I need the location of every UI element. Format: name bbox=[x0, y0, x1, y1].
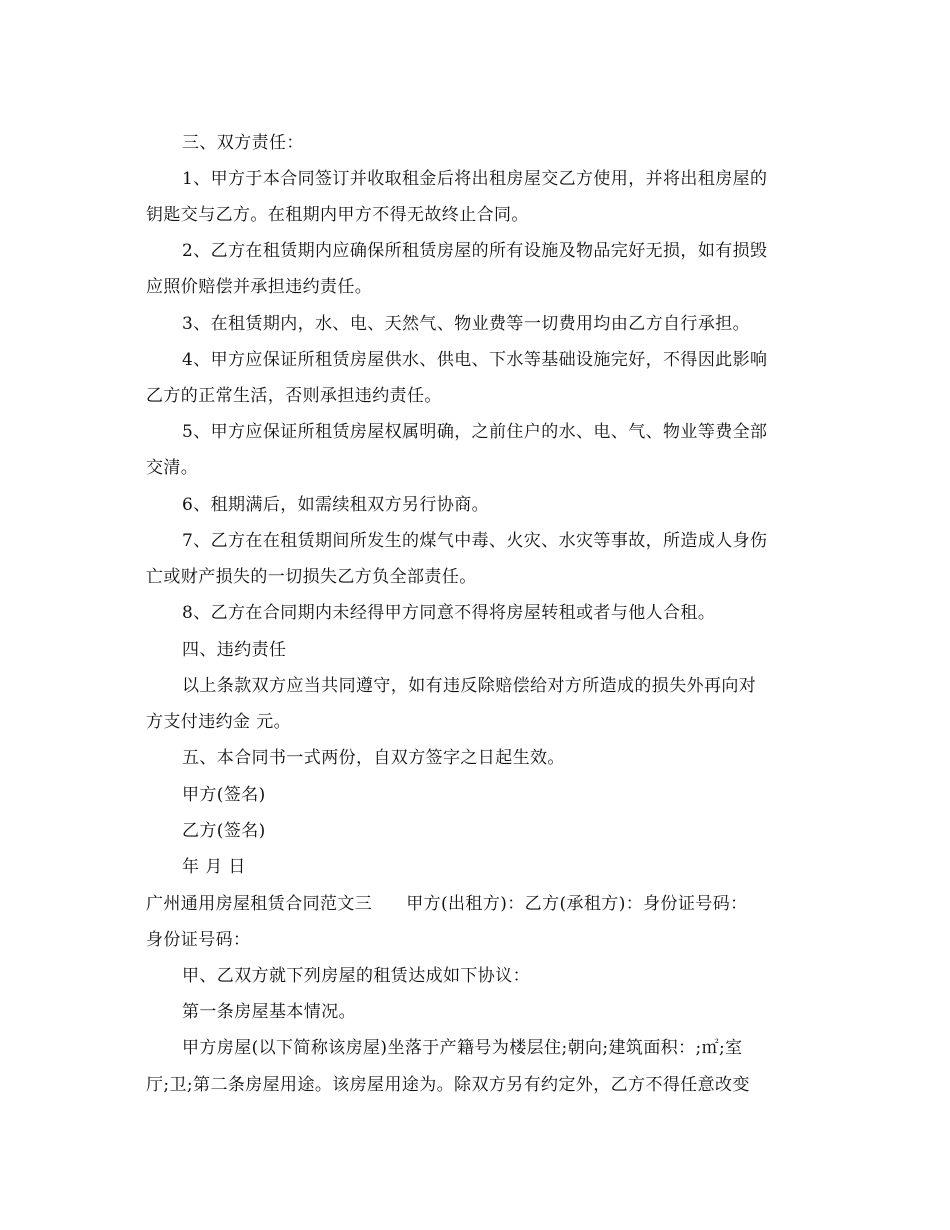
section-heading-effect: 五、本合同书一式两份，自双方签字之日起生效。 bbox=[182, 748, 565, 768]
section-heading-breach: 四、违约责任 bbox=[182, 640, 287, 660]
paragraph-line: 3、在租赁期内，水、电、天然气、物业费等一切费用均由乙方自行承担。 bbox=[182, 314, 751, 334]
paragraph-line: 1、甲方于本合同签订并收取租金后将出租房屋交乙方使用，并将出租房屋的 bbox=[182, 169, 768, 189]
paragraph-line: 身份证号码： bbox=[146, 930, 251, 950]
paragraph-line: 5、甲方应保证所租赁房屋权属明确，之前住户的水、电、气、物业等费全部 bbox=[182, 422, 768, 442]
date-line: 年 月 日 bbox=[182, 857, 246, 877]
signature-party-b: 乙方(签名) bbox=[182, 821, 266, 841]
section-heading-responsibilities: 三、双方责任： bbox=[182, 133, 304, 153]
paragraph-line: 2、乙方在租赁期内应确保所租赁房屋的所有设施及物品完好无损，如有损毁 bbox=[182, 241, 768, 261]
template-title-line bbox=[146, 892, 748, 916]
paragraph-line: 4、甲方应保证所租赁房屋供水、供电、下水等基础设施完好，不得因此影响 bbox=[182, 350, 768, 370]
paragraph-line: 方支付违约金 元。 bbox=[146, 712, 292, 732]
paragraph-line: 7、乙方在在租赁期间所发生的煤气中毒、火灾、水灾等事故，所造成人身伤 bbox=[182, 531, 768, 551]
paragraph-line: 亡或财产损失的一切损失乙方负全部责任。 bbox=[146, 567, 477, 587]
paragraph-line: 乙方的正常生活，否则承担违约责任。 bbox=[146, 386, 442, 406]
parties-line: 甲方(出租方)：乙方(承租方)：身份证号码： bbox=[406, 894, 748, 914]
paragraph-line: 应照价赔偿并承担违约责任。 bbox=[146, 277, 373, 297]
paragraph-line: 甲、乙双方就下列房屋的租赁达成如下协议： bbox=[182, 966, 530, 986]
paragraph-line: 以上条款双方应当共同遵守，如有违反除赔偿给对方所造成的损失外再向对 bbox=[182, 676, 757, 696]
paragraph-line: 甲方房屋(以下简称该房屋)坐落于产籍号为楼层住;朝向;建筑面积：;㎡;室 bbox=[182, 1038, 743, 1058]
signature-party-a: 甲方(签名) bbox=[182, 785, 266, 805]
article-heading: 第一条房屋基本情况。 bbox=[182, 1002, 356, 1022]
paragraph-line: 6、租期满后，如需续租双方另行协商。 bbox=[182, 495, 490, 515]
paragraph-line: 交清。 bbox=[146, 458, 199, 478]
paragraph-line: 厅;卫;第二条房屋用途。该房屋用途为。除双方另有约定外，乙方不得任意改变 bbox=[146, 1075, 750, 1095]
paragraph-line: 8、乙方在合同期内未经得甲方同意不得将房屋转租或者与他人合租。 bbox=[182, 603, 716, 623]
template-title: 广州通用房屋租赁合同范文三 bbox=[146, 894, 373, 914]
paragraph-line: 钥匙交与乙方。在租期内甲方不得无故终止合同。 bbox=[146, 205, 529, 225]
